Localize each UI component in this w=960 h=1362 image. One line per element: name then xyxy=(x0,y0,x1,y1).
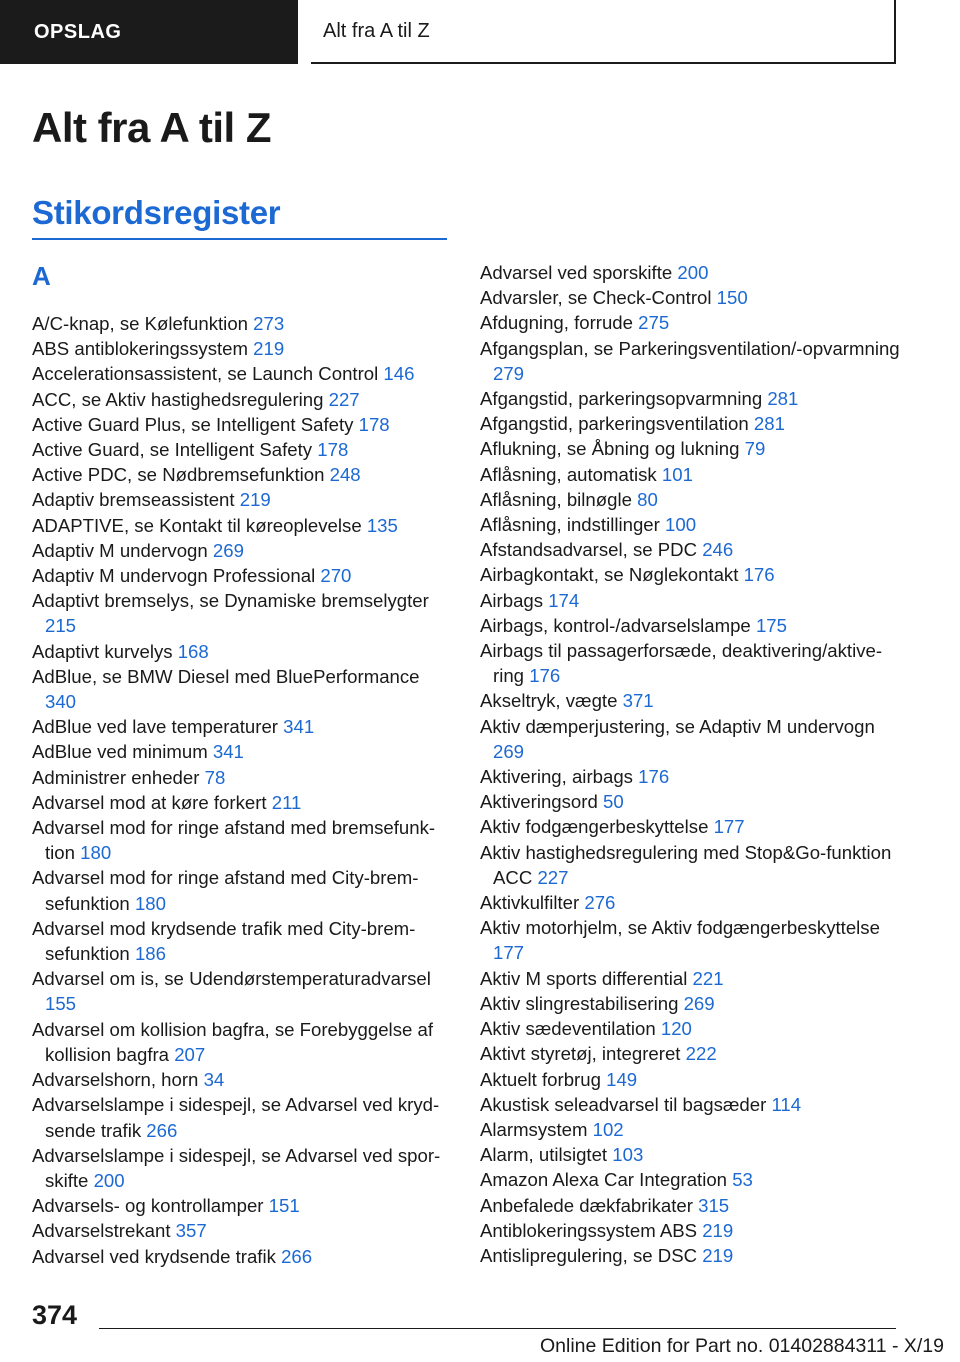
index-page-link[interactable]: 315 xyxy=(698,1194,730,1216)
index-entry xyxy=(480,260,900,285)
index-page-link[interactable]: 281 xyxy=(753,413,785,435)
index-entry-text: ACC, se Aktiv hastighedsregulering xyxy=(32,388,324,410)
index-letter: A xyxy=(32,261,51,291)
index-entry-text: Active PDC, se Nødbremsefunktion xyxy=(32,464,325,486)
index-page-link[interactable]: 281 xyxy=(767,388,799,410)
index-entry-text: ADAPTIVE, se Kontakt til køreoplevelse xyxy=(32,514,362,536)
index-entry xyxy=(480,991,900,1016)
index-entry xyxy=(480,310,900,335)
index-entry xyxy=(32,815,452,865)
section-divider xyxy=(32,238,447,240)
index-entry-text: Advarselstrekant xyxy=(32,1220,171,1242)
index-entry-text: Advarsel mod krydsende trafik med City-bremsefunktion xyxy=(32,917,416,965)
index-page-link[interactable]: 101 xyxy=(661,463,693,485)
index-entry xyxy=(480,1243,900,1268)
index-page-link[interactable]: 246 xyxy=(702,539,734,561)
index-list-right xyxy=(480,260,900,1268)
index-entry xyxy=(480,562,900,587)
index-entry-text: Adaptivt bremselys, se Dynamiske bremselygter xyxy=(32,590,429,612)
index-entry-text: Advarsel mod for ringe afstand med bremsefunktion xyxy=(32,817,436,864)
page-number: 374 xyxy=(32,1300,78,1330)
index-entry xyxy=(480,915,900,965)
index-page-link[interactable]: 341 xyxy=(283,716,315,738)
index-entry xyxy=(480,487,900,512)
index-page-link[interactable]: 80 xyxy=(637,488,658,510)
index-page-link[interactable]: 215 xyxy=(45,615,77,637)
index-entry-text: Advarsels- og kontrollamper xyxy=(32,1195,264,1217)
index-page-link[interactable]: 269 xyxy=(493,740,525,762)
index-page-link[interactable]: 341 xyxy=(212,741,244,763)
index-entry-text: Advarsel mod at køre forkert xyxy=(32,791,267,813)
index-entry-text: Aktiv sædeventilation xyxy=(480,1018,656,1040)
index-page-link[interactable]: 200 xyxy=(93,1169,125,1191)
index-page-link[interactable]: 175 xyxy=(755,614,787,636)
index-page-link[interactable]: 227 xyxy=(537,866,569,888)
index-page-link[interactable]: 120 xyxy=(660,1018,692,1040)
index-page-link[interactable]: 222 xyxy=(685,1043,717,1065)
index-entry-text: Aktuelt forbrug xyxy=(480,1068,601,1090)
index-entry xyxy=(480,1193,900,1218)
page-title: Alt fra A til Z xyxy=(32,104,272,151)
index-page-link[interactable]: 149 xyxy=(606,1068,638,1090)
index-entry-text: Adaptiv M undervogn xyxy=(32,539,208,561)
footer-edition-text: Online Edition for Part no. 01402884311 - X/19 xyxy=(540,1335,944,1357)
header-chapter-tab xyxy=(311,0,896,64)
index-entry-text: Airbagkontakt, se Nøglekontakt xyxy=(480,564,739,586)
index-entry xyxy=(480,714,900,764)
index-page-link[interactable]: 371 xyxy=(622,690,654,712)
index-page-link[interactable]: 176 xyxy=(638,766,670,788)
index-entry-text: Antiblokeringssystem ABS xyxy=(480,1219,698,1241)
index-page-link[interactable]: 227 xyxy=(328,388,360,410)
index-entry-text: Aktiv slingrestabilisering xyxy=(480,992,679,1014)
index-entry xyxy=(32,714,452,739)
index-page-link[interactable]: 211 xyxy=(271,791,302,813)
index-list-left xyxy=(32,311,452,1269)
index-entry-text: Aflåsning, automatisk xyxy=(480,463,657,485)
index-page-link[interactable]: 266 xyxy=(281,1245,313,1267)
index-page-link[interactable]: 53 xyxy=(732,1169,753,1191)
index-entry xyxy=(480,966,900,991)
index-entry-text: Afgangstid, parkeringsopvarmning xyxy=(480,388,763,410)
index-entry-text: Airbags xyxy=(480,589,544,611)
index-page-link[interactable]: 186 xyxy=(134,943,166,965)
index-page-link[interactable]: 178 xyxy=(358,413,390,435)
index-page-link[interactable]: 114 xyxy=(771,1093,802,1115)
index-entry xyxy=(32,1244,452,1269)
header-section-label: OPSLAG xyxy=(34,20,122,43)
index-entry xyxy=(32,1067,452,1092)
index-entry xyxy=(32,1017,452,1067)
index-entry-text: Aktivkulfilter xyxy=(480,892,580,914)
index-page-link[interactable]: 100 xyxy=(665,514,697,536)
index-entry xyxy=(480,1041,900,1066)
index-entry xyxy=(480,840,900,890)
index-page-link[interactable]: 219 xyxy=(239,489,271,511)
index-entry xyxy=(32,966,452,1016)
index-entry-text: Aktiv hastighedsregulering med Stop&Go-funktion ACC xyxy=(480,841,892,888)
index-entry-text: Advarsel mod for ringe afstand med City-bremsefunktion xyxy=(32,867,419,914)
index-entry-text: Advarselslampe i sidespejl, se Advarsel ved sporskifte xyxy=(32,1144,441,1191)
index-page-link[interactable]: 219 xyxy=(702,1244,734,1266)
index-page-link[interactable]: 279 xyxy=(493,362,525,384)
index-page-link[interactable]: 155 xyxy=(45,993,77,1015)
index-page-link[interactable]: 78 xyxy=(204,766,226,788)
index-entry-text: Advarsler, se Check-Control xyxy=(480,287,712,309)
index-entry xyxy=(32,437,452,462)
index-entry-text: Aktivering, airbags xyxy=(480,766,633,788)
index-page-link[interactable]: 269 xyxy=(683,992,715,1014)
index-entry xyxy=(32,588,452,638)
index-page-link[interactable]: 357 xyxy=(175,1220,207,1242)
index-entry-text: Akustisk seleadvarsel til bagsæder xyxy=(480,1093,767,1115)
index-page-link[interactable]: 221 xyxy=(692,967,724,989)
index-entry-text: Akseltryk, vægte xyxy=(480,690,618,712)
index-page-link[interactable]: 200 xyxy=(677,262,709,283)
index-entry-text: Afstandsadvarsel, se PDC xyxy=(480,539,698,561)
index-entry xyxy=(32,513,452,538)
index-entry xyxy=(32,1143,452,1193)
index-entry-text: Alarmsystem xyxy=(480,1118,588,1140)
index-page-link[interactable]: 151 xyxy=(268,1195,300,1217)
index-page-link[interactable]: 79 xyxy=(744,438,766,460)
index-entry xyxy=(480,336,900,386)
index-page-link[interactable]: 178 xyxy=(317,439,349,461)
index-entry xyxy=(480,1142,900,1167)
index-page-link[interactable]: 150 xyxy=(716,287,748,309)
index-entry xyxy=(32,361,452,386)
index-page-link[interactable]: 340 xyxy=(45,691,77,713)
header-section-tab xyxy=(0,0,298,64)
index-entry xyxy=(480,1092,900,1117)
index-entry-text: ABS antiblokeringssystem xyxy=(32,338,248,360)
index-entry xyxy=(480,436,900,461)
section-title: Stikordsregister xyxy=(32,194,281,231)
index-entry-text: AdBlue ved minimum xyxy=(32,741,208,763)
index-entry xyxy=(32,412,452,437)
index-page-link[interactable]: 180 xyxy=(134,892,166,914)
index-entry-text: Aktivt styretøj, integreret xyxy=(480,1043,681,1065)
index-entry-text: Airbags, kontrol-/advarselslampe xyxy=(480,614,751,636)
index-entry-text: A/C-knap, se Kølefunktion xyxy=(32,313,248,334)
index-page-link[interactable]: 168 xyxy=(177,640,209,662)
index-entry-text: Alarm, utilsigtet xyxy=(480,1144,608,1166)
index-page-link[interactable]: 219 xyxy=(702,1219,734,1241)
index-page-link[interactable]: 248 xyxy=(329,464,361,486)
index-entry-text: Airbags til passagerforsæde, deaktivering/aktivering xyxy=(480,640,883,687)
index-page-link[interactable]: 270 xyxy=(320,565,352,587)
index-entry xyxy=(32,487,452,512)
index-entry xyxy=(32,639,452,664)
index-entry xyxy=(480,512,900,537)
index-entry xyxy=(480,537,900,562)
index-entry xyxy=(480,789,900,814)
index-entry-text: Aktiv M sports differential xyxy=(480,967,688,989)
index-entry xyxy=(480,411,900,436)
index-entry xyxy=(32,1218,452,1243)
index-entry xyxy=(32,462,452,487)
index-entry xyxy=(480,285,900,310)
index-entry-text: Active Guard, se Intelligent Safety xyxy=(32,439,313,461)
index-entry xyxy=(480,613,900,638)
index-entry-text: Aflåsning, bilnøgle xyxy=(480,488,632,510)
index-entry xyxy=(480,1167,900,1192)
index-column-left xyxy=(32,260,452,1269)
index-entry xyxy=(32,664,452,714)
index-entry-text: Afdugning, forrude xyxy=(480,312,633,334)
index-entry xyxy=(480,764,900,789)
index-entry-text: Aktiv motorhjelm, se Aktiv fodgængerbeskyttelse xyxy=(480,917,880,939)
index-entry-text: Aktiv dæmperjustering, se Adaptiv M undervogn xyxy=(480,715,875,737)
index-entry xyxy=(32,563,452,588)
index-entry xyxy=(32,1193,452,1218)
index-entry xyxy=(32,336,452,361)
index-entry xyxy=(480,1067,900,1092)
index-page-link[interactable]: 50 xyxy=(602,791,624,813)
index-entry-text: Afgangstid, parkeringsventilation xyxy=(480,413,749,435)
footer-divider xyxy=(99,1328,896,1329)
index-page-link[interactable]: 34 xyxy=(203,1069,225,1091)
index-column-right xyxy=(480,260,900,1268)
index-entry-text: Antislipregulering, se DSC xyxy=(480,1244,698,1266)
index-entry xyxy=(480,588,900,613)
index-page-link[interactable]: 135 xyxy=(366,514,398,536)
index-entry xyxy=(32,790,452,815)
index-entry-text: Anbefalede dækfabrikater xyxy=(480,1194,693,1216)
index-entry xyxy=(32,739,452,764)
index-entry xyxy=(480,890,900,915)
index-page-link[interactable]: 219 xyxy=(253,338,285,360)
index-page-link[interactable]: 266 xyxy=(146,1119,178,1141)
index-page-link[interactable]: 102 xyxy=(592,1118,624,1140)
index-entry xyxy=(32,916,452,966)
index-entry xyxy=(480,1117,900,1142)
index-entry-text: Aktiveringsord xyxy=(480,791,598,813)
index-entry xyxy=(32,765,452,790)
index-page-link[interactable]: 103 xyxy=(612,1144,644,1166)
index-entry-text: Administrer enheder xyxy=(32,766,200,788)
index-page-link[interactable]: 177 xyxy=(493,942,525,964)
index-entry-text: Advarsel om kollision bagfra, se Forebyggelse af kollision bagfra xyxy=(32,1018,434,1065)
index-entry-text: Advarselshorn, horn xyxy=(32,1069,199,1091)
index-entry xyxy=(480,386,900,411)
index-entry-text: Adaptivt kurvelys xyxy=(32,640,173,662)
index-entry xyxy=(480,462,900,487)
index-entry-text: Advarselslampe i sidespejl, se Advarsel ved krydsende trafik xyxy=(32,1094,440,1141)
index-entry xyxy=(480,1016,900,1041)
index-entry-text: Advarsel ved krydsende trafik xyxy=(32,1245,276,1267)
index-page-link[interactable]: 273 xyxy=(253,313,285,334)
index-entry-text: Active Guard Plus, se Intelligent Safety xyxy=(32,413,354,435)
index-entry xyxy=(480,814,900,839)
index-entry xyxy=(480,1218,900,1243)
index-entry-text: Advarsel ved sporskifte xyxy=(480,262,673,283)
index-entry-text: Aflukning, se Åbning og lukning xyxy=(480,438,740,460)
index-entry xyxy=(480,688,900,713)
index-page-link[interactable]: 275 xyxy=(638,312,670,334)
index-entry-text: Aflåsning, indstillinger xyxy=(480,514,660,536)
index-page-link[interactable]: 174 xyxy=(548,589,580,611)
index-entry-text: Amazon Alexa Car Integration xyxy=(480,1169,728,1191)
index-entry xyxy=(32,1092,452,1142)
index-page-link[interactable]: 207 xyxy=(174,1043,206,1065)
index-entry xyxy=(32,387,452,412)
index-entry-text: AdBlue ved lave temperaturer xyxy=(32,716,278,738)
index-entry-text: Adaptiv M undervogn Professional xyxy=(32,565,316,587)
index-entry xyxy=(32,538,452,563)
index-entry xyxy=(480,638,900,688)
index-page-link[interactable]: 276 xyxy=(584,892,616,914)
index-entry xyxy=(32,311,452,336)
index-page-link[interactable]: 269 xyxy=(212,539,244,561)
index-page-link[interactable]: 176 xyxy=(743,564,775,586)
header-chapter-label: Alt fra A til Z xyxy=(323,19,430,42)
index-entry-text: Aktiv fodgængerbeskyttelse xyxy=(480,816,709,838)
index-entry-text: Advarsel om is, se Udendørstemperaturadvarsel xyxy=(32,968,431,990)
index-entry xyxy=(32,865,452,915)
index-page-link[interactable]: 180 xyxy=(80,842,112,864)
index-entry-text: Accelerationsassistent, se Launch Control xyxy=(32,363,379,385)
index-entry-text: Afgangsplan, se Parkeringsventilation/-opvarmning xyxy=(480,337,900,359)
index-entry-text: Adaptiv bremseassistent xyxy=(32,489,235,511)
index-page-link[interactable]: 176 xyxy=(529,665,561,687)
index-page-link[interactable]: 146 xyxy=(383,363,415,385)
index-page-link[interactable]: 177 xyxy=(713,816,745,838)
index-entry-text: AdBlue, se BMW Diesel med BluePerformance xyxy=(32,665,420,687)
